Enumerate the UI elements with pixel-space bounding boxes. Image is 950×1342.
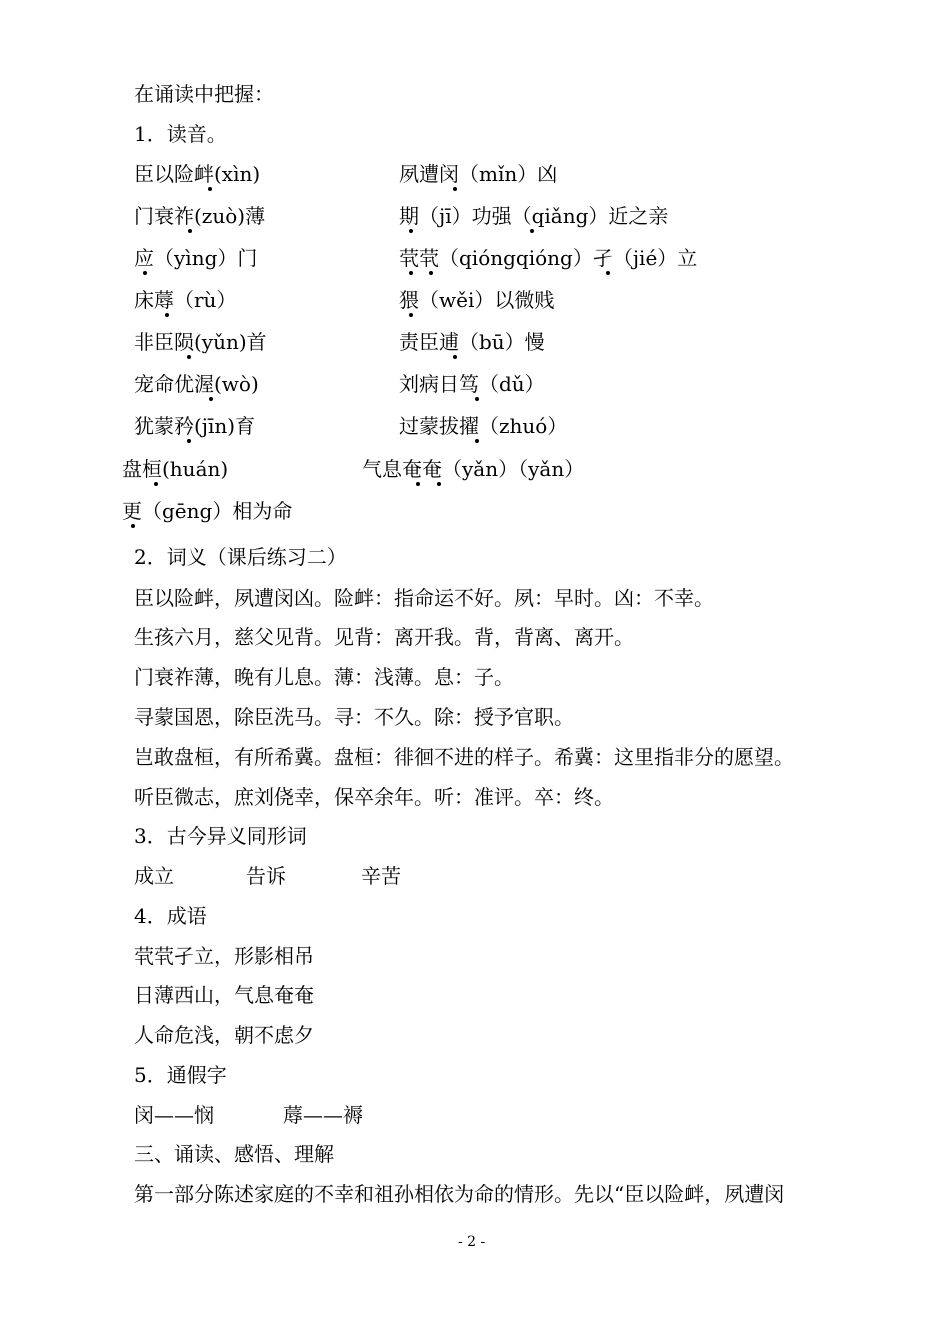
meaning-line-3: 门衰祚薄，晚有儿息。薄：浅薄。息：子。 [134,665,514,689]
emphasis-dot [416,482,420,486]
emphasis-dot [209,397,213,401]
emphasis-dot [409,271,413,275]
paragraph-line: 第一部分陈述家庭的不幸和祖孙相依为命的情形。先以“臣以险衅，夙遭闵 [134,1182,785,1206]
pron-right-8: 气息奄奄（yǎn）（yǎn） [362,457,585,481]
meaning-line-6: 听臣微志，庶刘侥幸，保卒余年。听：准评。卒：终。 [134,785,614,809]
pron-right-4: 猥（wěi）以微贱 [399,288,555,312]
section-2-title: 2．词义（课后练习二） [134,545,347,569]
pron-right-1: 夙遭闵（mǐn）凶 [399,162,558,186]
pron-left-4: 床蓐（rù） [134,288,237,312]
pron-right-6: 刘病日笃（dǔ） [399,372,545,396]
section-4-title: 4．成语 [134,904,207,928]
pron-left-2: 门衰祚(zuò)薄 [134,204,266,228]
pron-right-7: 过蒙拔擢（zhuó） [399,414,568,438]
emphasis-dot [188,229,192,233]
emphasis-dot [187,355,191,359]
emphasis-dot [475,397,479,401]
tongjia-1: 闵——悯 [134,1103,214,1127]
word-2: 告诉 [246,864,286,888]
emphasis-dot [143,271,147,275]
section-6-title: 三、诵读、感悟、理解 [134,1142,334,1166]
pron-right-5: 责臣逋（bū）慢 [399,330,545,354]
intro-line: 在诵读中把握： [134,82,274,106]
meaning-line-1: 臣以险衅，夙遭闵凶。险衅：指命运不好。夙：早时。凶：不幸。 [134,586,714,610]
emphasis-dot [606,271,610,275]
word-3: 辛苦 [361,864,401,888]
pron-right-2: 期（jī）功强（qiǎng）近之亲 [399,204,669,228]
pron-left-9: 更（gēng）相为命 [122,499,293,523]
emphasis-dot [131,524,135,528]
pron-left-5: 非臣陨(yǔn)首 [134,330,267,354]
section-1-title: 1．读音。 [134,122,227,146]
pron-left-6: 宠命优渥(wò) [134,372,259,396]
word-1: 成立 [134,864,174,888]
meaning-line-2: 生孩六月，慈父见背。见背：离开我。背，背离、离开。 [134,625,634,649]
idiom-1: 茕茕孑立，形影相吊 [134,944,314,968]
emphasis-dot [409,229,413,233]
emphasis-dot [165,313,169,317]
emphasis-dot [154,482,158,486]
section-5-title: 5．通假字 [134,1063,227,1087]
idiom-3: 人命危浅，朝不虑夕 [134,1023,314,1047]
tongjia-2: 蓐——褥 [283,1103,363,1127]
meaning-line-4: 寻蒙国恩，除臣洗马。寻：不久。除：授予官职。 [134,705,574,729]
emphasis-dot [208,187,212,191]
pron-left-7: 犹蒙矜(jīn)育 [134,414,256,438]
pron-left-8: 盘桓(huán) [122,457,229,481]
emphasis-dot [530,229,534,233]
page-number: - 2 - [458,1234,486,1250]
emphasis-dot [187,439,191,443]
section-3-title: 3．古今异义同形词 [134,824,307,848]
idiom-2: 日薄西山，气息奄奄 [134,983,314,1007]
pron-right-3: 茕茕（qióngqióng）孑（jié）立 [399,246,698,270]
pron-left-1: 臣以险衅(xìn) [134,162,261,186]
emphasis-dot [437,482,441,486]
emphasis-dot [429,271,433,275]
meaning-line-5: 岂敢盘桓，有所希冀。盘桓：徘徊不进的样子。希冀：这里指非分的愿望。 [134,745,794,769]
pron-left-3: 应（yìng）门 [134,246,258,270]
emphasis-dot [453,187,457,191]
emphasis-dot [475,439,479,443]
emphasis-dot [453,355,457,359]
emphasis-dot [409,313,413,317]
